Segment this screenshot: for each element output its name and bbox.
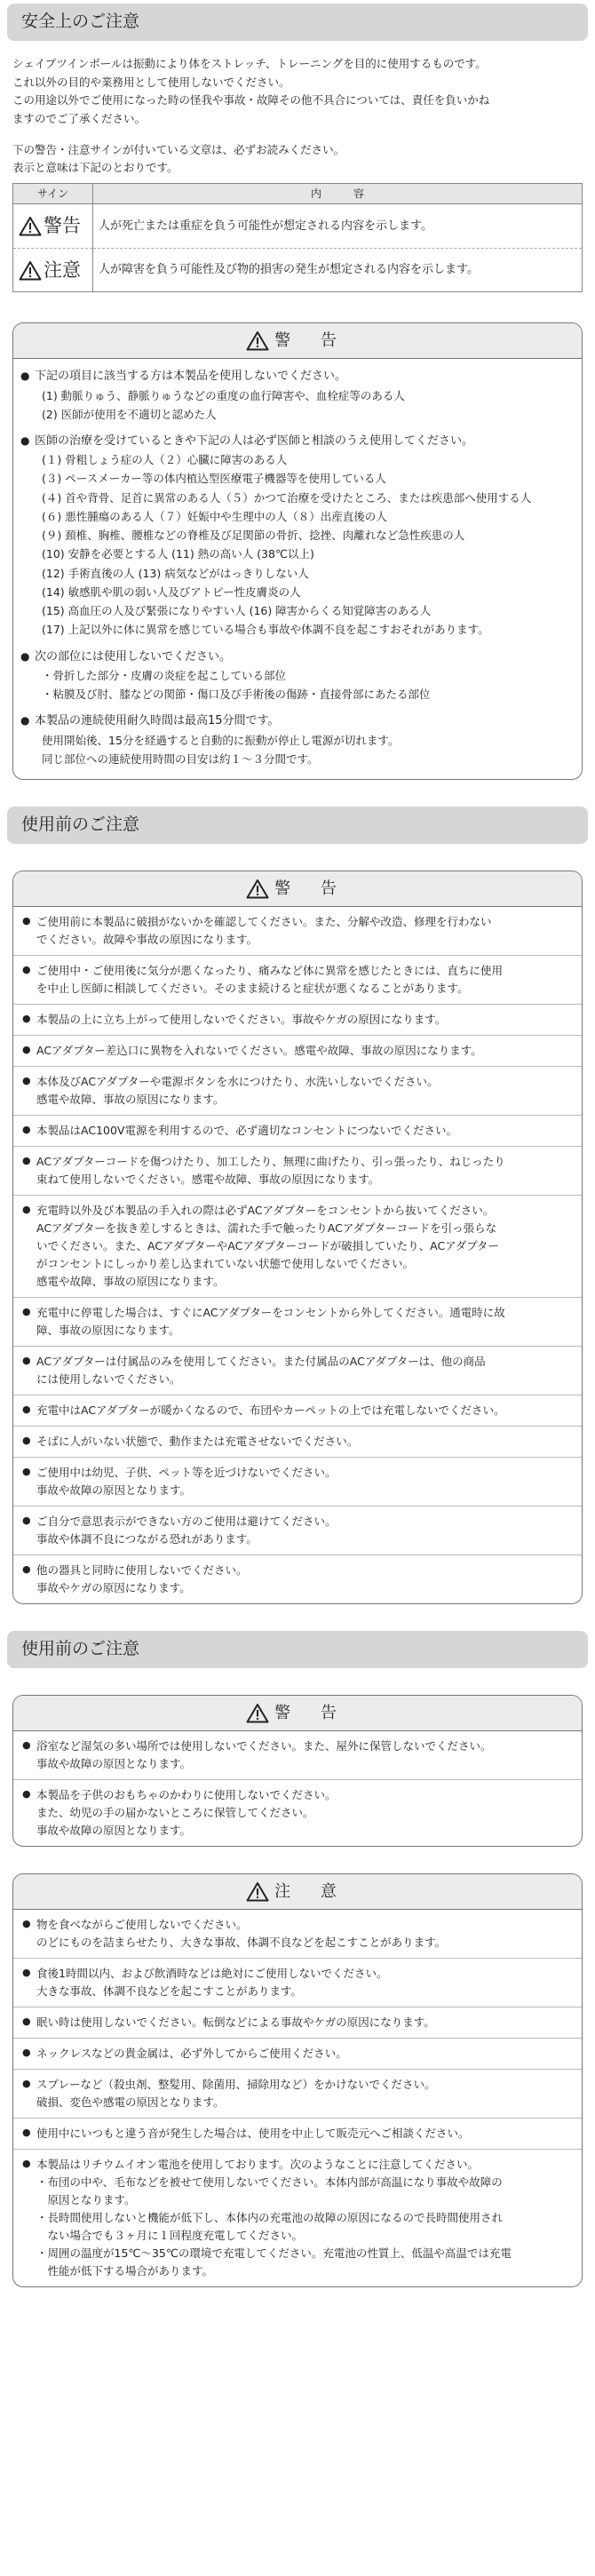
item-line: ● 本体及びACアダプターや電源ボタンを水につけたり、水洗いしないでください。 (36, 1075, 439, 1088)
warning-box-before-use (12, 871, 583, 1604)
item-line: 事故やケガの原因になります。 (36, 1581, 191, 1594)
list-item (13, 956, 582, 1005)
item-line: 性能が低下する場合があります。 (36, 2264, 214, 2278)
item-subline: (９) 頚椎、胸椎、腰椎などの脊椎及び足関節の骨折、捻挫、肉離れなど急性疾患の人 (42, 529, 465, 543)
item-text: ● 次の部位には使用しないでください。 (35, 649, 232, 664)
item-line: ● ご自分で意思表示ができない方のご使用は避けてください。 (36, 1515, 337, 1528)
item-line: ● 充電時以外及び本製品の手入れの際は必ずACアダプターをコンセントから抜いてください。 (36, 1204, 495, 1217)
item-line: のどにものを詰まらせたり、大きな事故、体調不良などを起こすことがあります。 (36, 1936, 447, 1949)
item-line: ● 本製品の上に立ち上がって使用しないでください。事故やケガの原因になります。 (36, 1013, 447, 1026)
warning-triangle-icon (246, 1703, 269, 1723)
item-line: 事故や故障の原因となります。 (36, 1824, 192, 1837)
item-line: を中止し医師に相談してください。そのまま続けると症状が悪くなることがあります。 (36, 982, 469, 995)
item-subline: 同じ部位への連続使用時間の目安は約１〜３分間です。 (42, 751, 319, 766)
item-line: ・長時間使用しないと機能が低下し、本体内の充電池の故障の原因になるので長時間使用され (36, 2211, 504, 2224)
item-line: ● 眠い時は使用しないでください。転倒などによる事故やケガの原因になります。 (36, 2015, 435, 2029)
content-column-header: 内 容 (93, 183, 583, 204)
intro-line: この用途以外でご使用になった時の怪我や事故・故障その他不具合については、責任を負いかね (12, 93, 490, 107)
list-item (13, 1731, 582, 1780)
warning-triangle-icon (246, 330, 269, 351)
item-line: 大きな事故、体調不良などを起こすことがあります。 (36, 1984, 303, 1998)
sign-column-header: サイン (13, 183, 93, 204)
list-item (20, 433, 575, 640)
item-subline: (14) 敏感肌や肌の弱い人及びアトピー性皮膚炎の人 (42, 584, 301, 599)
item-line: ● 食後1時間以内、および飲酒時などは絶対にご使用しないでください。 (36, 1967, 388, 1980)
section-header-safety (7, 4, 588, 41)
item-line: ● 充電中に停電した場合は、すぐにACアダプターをコンセントから外してください。通電時に故 (36, 1306, 505, 1319)
item-line: がコンセントにしっかり差し込まれていない状態で使用しないでください。 (36, 1257, 415, 1270)
item-line: ● 浴室など湿気の多い場所では使用しないでください。また、屋外に保管しないでください。 (36, 1739, 492, 1753)
item-line: 破損、変色や感電の原因となります。 (36, 2095, 225, 2109)
item-line: 原因となります。 (36, 2193, 136, 2206)
item-line: ● 本製品はリチウムイオン電池を使用しております。次のようなことに注意してください。 (36, 2158, 480, 2171)
list-item (13, 1427, 582, 1458)
item-subline: (４) 首や背骨、足首に異常のある人（５）かつて治療を受けたところ、または疾患部へ使用する人 (42, 490, 532, 505)
sign-label: 警告 (44, 215, 81, 237)
item-line: ● スプレーなど（殺虫剤、整髪用、除菌用、掃除用など）をかけないでください。 (36, 2078, 436, 2091)
warning-list (13, 359, 582, 779)
list-item (13, 1067, 582, 1116)
list-item (13, 2070, 582, 2119)
item-line: ● 本製品はAC100V電源を利用するので、必ず適切なコンセントにつないでください。 (36, 1124, 457, 1137)
intro-line: 表示と意味は下記のとおりです。 (12, 161, 178, 175)
item-subline: ・粘膜及び肘、膝などの関節・傷口及び手術後の傷跡・直接骨部にあたる部位 (42, 688, 431, 702)
item-line: ● ACアダプター差込口に異物を入れないでください。感電や故障、事故の原因になります。 (36, 1044, 482, 1057)
list-item (13, 1507, 582, 1555)
item-line: ない場合でも３ヶ月に１回程度充電してください。 (36, 2229, 304, 2242)
list-item (13, 1458, 582, 1507)
item-line: ● ご使用前に本製品に破損がないかを確認してください。また、分解や改造、修理を行わない (36, 915, 492, 928)
list-item (13, 1347, 582, 1395)
item-sublist (35, 386, 575, 425)
list-item (13, 1005, 582, 1036)
list-item (13, 1036, 582, 1067)
item-text: ● 医師の治療を受けているときや下記の人は必ず医師と相談のうえ使用してください。 (35, 434, 474, 449)
list-item (13, 1116, 582, 1147)
item-subline: (12) 手術直後の人 (13) 病気などがはっきりしない人 (42, 566, 309, 580)
sign-table (12, 183, 583, 293)
item-subline: (３) ペースメーカー等の体内植込型医療電子機器等を使用している人 (42, 472, 386, 486)
box-title: 注 意 (274, 1881, 349, 1901)
box-title: 警 告 (274, 330, 349, 350)
item-line: 感電や故障、事故の原因になります。 (36, 1275, 225, 1288)
list-item (13, 1196, 582, 1298)
list-item (13, 907, 582, 956)
list-item (13, 1780, 582, 1846)
list-item (13, 2008, 582, 2039)
caution-triangle-icon (19, 260, 42, 281)
intro-line: シェイプツインボールは振動により体をストレッチ、トレーニングを目的に使用するものです。 (12, 57, 487, 70)
list-item (13, 2150, 582, 2286)
section-title: 使用前のご注意 (21, 815, 140, 835)
item-line: ● 本製品を子供のおもちゃのかわりに使用しないでください。 (36, 1788, 337, 1801)
list-item (13, 1959, 582, 2008)
item-line: ● ACアダプターコードを傷つけたり、加工したり、無理に曲げたり、引っ張ったり、ねじったり (36, 1155, 505, 1168)
list-item (13, 1395, 582, 1427)
list-item (20, 368, 575, 424)
sign-description: 人が死亡または重症を負う可能性が想定される内容を示します。 (93, 204, 583, 249)
item-line: ● ご使用中・ご使用後に気分が悪くなったり、痛みなど体に異常を感じたときには、直ちに使用 (36, 964, 504, 977)
warning-list (13, 907, 582, 1603)
warning-list (13, 1731, 582, 1846)
item-subline: ・骨折した部分・皮膚の炎症を起こしている部位 (42, 668, 287, 682)
box-title: 警 告 (274, 1703, 349, 1722)
item-line: ● ご使用中は幼児、子供、ペット等を近づけないでください。 (36, 1466, 337, 1479)
list-item (13, 2039, 582, 2070)
item-line: ● ネックレスなどの貴金属は、必ず外してからご使用ください。 (36, 2047, 347, 2060)
item-line: また、幼児の手の届かないところに保管してください。 (36, 1806, 314, 1819)
item-line: いでください。また、ACアダプターやACアダプターコードが破損していたり、ACアダプター (36, 1239, 499, 1252)
item-subline: (１) 骨粗しょう症の人（２）心臓に障害のある人 (42, 453, 288, 467)
warning-triangle-icon (246, 879, 269, 899)
item-sublist (35, 666, 575, 704)
warning-box-storage (12, 1695, 583, 1847)
intro-line: 下の警告・注意サインが付いている文章は、必ずお読みください。 (12, 142, 345, 156)
item-sublist (35, 450, 575, 640)
item-subline: (15) 高血圧の人及び緊張になりやすい人 (16) 障害からくる知覚障害のある人 (42, 604, 432, 618)
item-line: ● 充電中はACアダプターが暖かくなるので、布団やカーペットの上では充電しないでください。 (36, 1403, 505, 1417)
item-line: 束ねて使用しないでください。感電や故障、事故の原因になります。 (36, 1173, 380, 1186)
item-line: ● 物を食べながらご使用しないでください。 (36, 1918, 248, 1931)
section-header-before-use-2 (7, 1631, 588, 1668)
section-title: 使用前のご注意 (21, 1639, 140, 1659)
box-title: 警 告 (274, 879, 349, 898)
item-line: には使用しないでください。 (36, 1372, 181, 1386)
item-line: ● ACアダプターは付属品のみを使用してください。また付属品のACアダプターは、他の商品 (36, 1355, 486, 1368)
sign-label: 注意 (44, 258, 81, 281)
item-line: ・周囲の温度が15℃〜35℃の環境で充電してください。充電池の性質上、低温や高温では充電 (36, 2246, 512, 2260)
intro-line: ますのでご了承ください。 (12, 111, 147, 125)
caution-triangle-icon (246, 1881, 269, 1902)
item-subline: (2) 医師が使用を不適切と認めた人 (42, 407, 217, 421)
item-subline: (1) 動脈りゅう、静脈りゅうなどの重度の血行障害や、血栓症等のある人 (42, 388, 405, 402)
sign-row-warning (13, 204, 583, 249)
item-line: 事故や体調不良につながる恐れがあります。 (36, 1532, 258, 1546)
item-line: 事故や故障の原因となります。 (36, 1757, 192, 1770)
item-text: ● 本製品の連続使用耐久時間は最高15分間です。 (35, 714, 280, 728)
item-subline: 使用開始後、15分を経過すると自動的に振動が停止し電源が切れます。 (42, 733, 400, 747)
warning-triangle-icon (19, 216, 42, 236)
caution-list (13, 1910, 582, 2286)
item-line: 事故や故障の原因となります。 (36, 1483, 192, 1497)
item-text: ● 下記の項目に該当する方は本製品を使用しないでください。 (35, 370, 347, 384)
section-title: 安全上のご注意 (21, 12, 140, 32)
list-item (20, 648, 575, 704)
item-line: ● 使用中にいつもと違う音が発生した場合は、使用を中止して販売元へご相談ください。 (36, 2127, 470, 2140)
warning-box-safety (12, 322, 583, 780)
intro-line: これ以外の目的や業務用として使用しないでください。 (12, 75, 290, 89)
item-subline: (６) 悪性腫瘍のある人（７）妊娠中や生理中の人（８）出産直後の人 (42, 509, 387, 523)
sign-description: 人が障害を負う可能性及び物的損害の発生が想定される内容を示します。 (99, 263, 479, 277)
list-item (13, 1147, 582, 1196)
sign-row-caution (13, 248, 583, 292)
caution-box (12, 1873, 583, 2287)
item-line: ACアダプターを抜き差しするときは、濡れた手で触ったりACアダプターコードを引っ張らな (36, 1221, 497, 1235)
item-line: でください。故障や事故の原因になります。 (36, 933, 258, 946)
item-sublist (35, 731, 575, 769)
list-item (13, 1298, 582, 1347)
box-header (13, 1696, 582, 1731)
box-header (13, 871, 582, 907)
box-header (13, 1874, 582, 1910)
item-line: 障、事故の原因になります。 (36, 1324, 180, 1337)
item-line: ● 他の器具と同時に使用しないでください。 (36, 1563, 248, 1577)
list-item (20, 712, 575, 768)
list-item (13, 2119, 582, 2150)
item-line: 感電や故障、事故の原因になります。 (36, 1093, 225, 1106)
item-line: ● そばに人がいない状態で、動作または充電させないでください。 (36, 1435, 359, 1448)
section-header-before-use (7, 807, 588, 844)
intro-text (0, 41, 595, 178)
list-item (13, 1555, 582, 1603)
item-subline: (10) 安静を必要とする人 (11) 熱の高い人 (38℃以上) (42, 547, 314, 561)
list-item (13, 1910, 582, 1959)
item-line: ・布団の中や、毛布などを被せて使用しないでください。本体内部が高温になり事故や故障の (36, 2175, 503, 2189)
item-subline: (17) 上記以外に体に異常を感じている場合も事故や体調不良を起こすおそれがあります。 (42, 623, 489, 637)
box-header (13, 323, 582, 359)
